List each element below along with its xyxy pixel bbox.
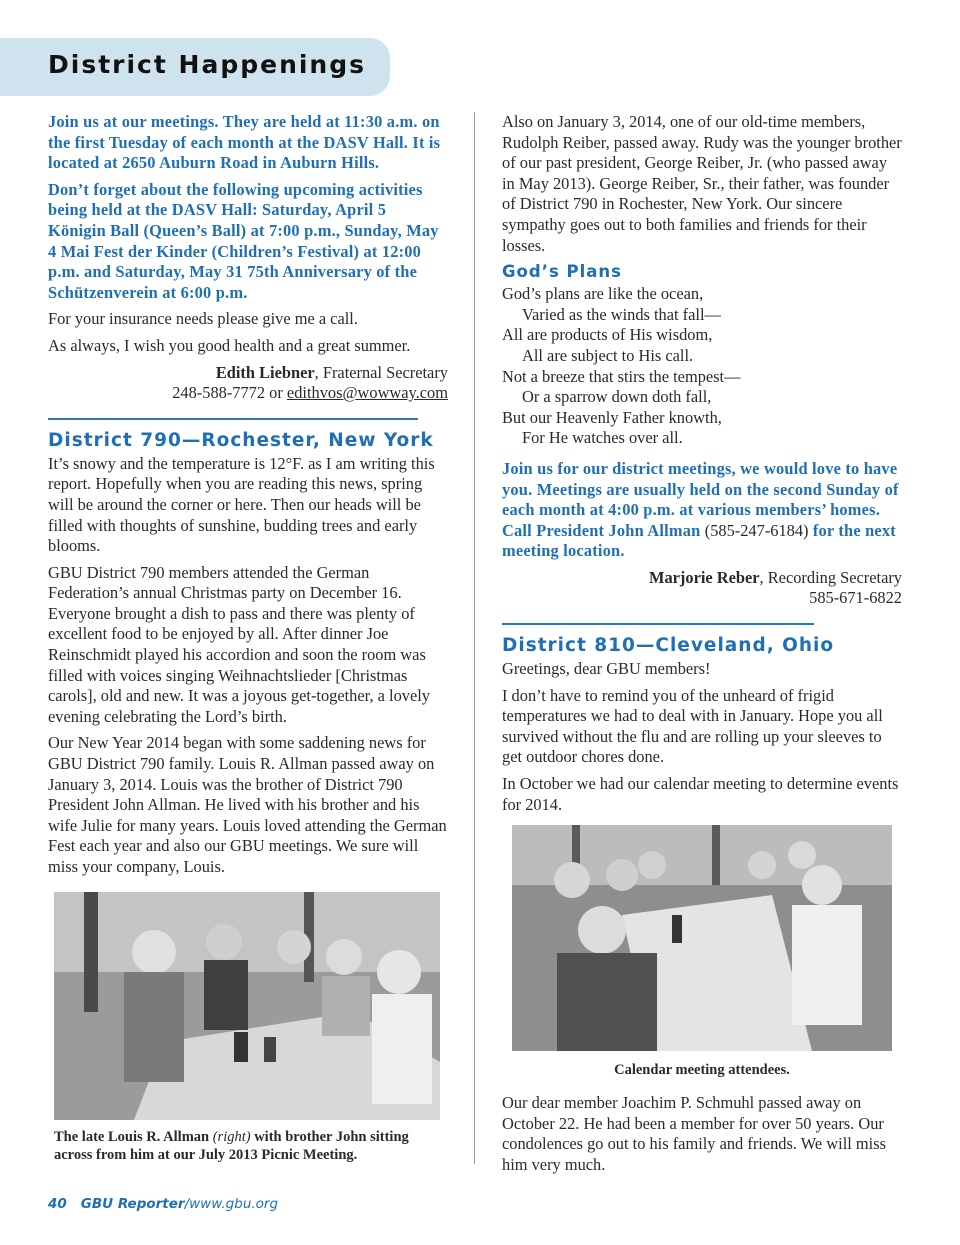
section-divider: [502, 623, 814, 625]
picnic-photo-illustration: [54, 892, 440, 1120]
poem-line: Or a sparrow down doth fall,: [522, 387, 712, 407]
poem-line: Varied as the winds that fall—: [522, 304, 721, 324]
invite-phone: (585-247-6184): [704, 520, 809, 540]
caption-italic: (right): [212, 1128, 251, 1145]
d810-paragraph-weather: I don’t have to remind you of the unheard of frigid temperatures we had to deal with in January. Hope you all survived without the flu and are rolling up your sleeves to get outdoor chores done.: [502, 685, 883, 767]
d790-paragraph-new-year: Our New Year 2014 began with some saddening news for GBU District 790 family. Louis R. Allman passed away on January 3, 2014. Louis was the brother of District 790 President John Allman. He lived with his brother and his wife Julie for many years. Louis loved attending the German Fest each year and also our GBU meetings. We sure will miss your company, Louis.: [48, 733, 447, 876]
caption-text-a: The late Louis R. Allman: [54, 1128, 213, 1145]
column-divider: [474, 112, 475, 1164]
section-divider: [48, 418, 418, 420]
poem-line: All are subject to His call.: [522, 345, 694, 365]
schmuhl-obituary: Our dear member Joachim P. Schmuhl passed away on October 22. He had been a member for over 50 years. Our condolences go out to his family and friends. We will miss him very much.: [502, 1093, 886, 1174]
calendar-meeting-photo: [512, 825, 892, 1051]
publication-name: GBU Reporter: [80, 1196, 185, 1212]
closing-wish: As always, I wish you good health and a great summer.: [48, 335, 411, 355]
reiber-obituary: Also on January 3, 2014, one of our old-time members, Rudolph Reiber, passed away. Rudy was the younger brother of our past president, George Reiber, Jr. (who passed away in May 2013). George Reiber, Sr., their father, was founder of District 790 in Rochester, New York. Our sincere sympathy goes out to both families and friends for their losses.: [502, 112, 902, 255]
calendar-photo-caption: Calendar meeting attendees.: [614, 1062, 790, 1079]
page-number: 40: [48, 1196, 67, 1212]
meeting-info: Join us at our meetings. They are held at 11:30 a.m. on the first Tuesday of each month at the DASV Hall. It is located at 2650 Auburn Road in Auburn Hills.: [48, 112, 441, 173]
secretary-title: , Recording Secretary: [759, 567, 902, 587]
invite-text-a: Join us for our district meetings, we would love to have you. Meetings are usually held on the second Sunday of each month at 4:00 p.m. at various members’ homes. Call President John Allman: [502, 458, 899, 540]
district-810-heading: District 810—Cleveland, Ohio: [502, 635, 835, 657]
picnic-photo: [54, 892, 440, 1120]
poem: [502, 284, 902, 449]
secretary-name: Marjorie Reber: [648, 567, 760, 587]
poem-line: God’s plans are like the ocean,: [502, 284, 704, 304]
d790-paragraph-christmas: GBU District 790 members attended the German Federation’s annual Christmas party on December 16. Everyone brought a dish to pass and there was plenty of excellent food to be enjoyed by all. After dinner Joe Reinschmidt played his accordion and soon the room was filled with voices singing Weihnachtslieder [Christmas carols], old and new. It was a joyous get-together, a lovely evening celebrating the Lord’s birth.: [48, 562, 430, 726]
district-meeting-invite: [502, 459, 902, 562]
signer-email-link[interactable]: edithvos@wowway.com: [286, 383, 448, 403]
signer-title: , Fraternal Secretary: [314, 362, 448, 382]
right-column: [502, 112, 902, 1182]
publication-url[interactable]: /www.gbu.org: [184, 1196, 279, 1212]
poem-line: But our Heavenly Father knowth,: [502, 407, 722, 427]
insurance-note: For your insurance needs please give me a call.: [48, 309, 358, 329]
district-790-heading: District 790—Rochester, New York: [48, 429, 434, 451]
poem-line: All are products of His wisdom,: [502, 325, 713, 345]
poem-line: Not a breeze that stirs the tempest—: [502, 366, 741, 386]
secretary-signature: [502, 568, 902, 609]
page-footer: [48, 1196, 278, 1212]
calendar-meeting-photo-illustration: [512, 825, 892, 1051]
section-title: District Happenings: [48, 50, 367, 79]
caption-text-b: with brother John sitting across from him at our July 2013 Picnic Meeting.: [54, 1128, 409, 1163]
invite-text-b: for the next meeting location.: [502, 520, 896, 561]
signer-name: Edith Liebner: [215, 362, 315, 382]
poem-title: God’s Plans: [502, 262, 622, 282]
upcoming-activities: Don’t forget about the following upcoming activities being held at the DASV Hall: Saturday, April 5 Königin Ball (Queen’s Ball) at 7:00 p.m., Sunday, May 4 Mai Fest der Kinder (Children’s Festival) at 12:00 p.m. and Saturday, May 31 75th Anniversary of the Schützenverein at 6:00 p.m.: [48, 179, 439, 302]
signature-block: [48, 363, 448, 404]
secretary-phone: 585-671-6822: [809, 588, 902, 608]
left-column: [48, 112, 448, 1164]
signer-phone: 248-588-7772 or: [172, 383, 287, 403]
d810-greeting: Greetings, dear GBU members!: [502, 659, 711, 679]
picnic-photo-caption: [54, 1128, 448, 1164]
d790-paragraph-weather: It’s snowy and the temperature is 12°F. as I am writing this report. Hopefully when you are reading this news, spring will be around the corner or here. Then our heads will be filled with thoughts of sunshine, budding trees and early blooms.: [48, 453, 435, 556]
poem-line: For He watches over all.: [522, 428, 683, 448]
d810-paragraph-calendar: In October we had our calendar meeting to determine events for 2014.: [502, 774, 899, 814]
